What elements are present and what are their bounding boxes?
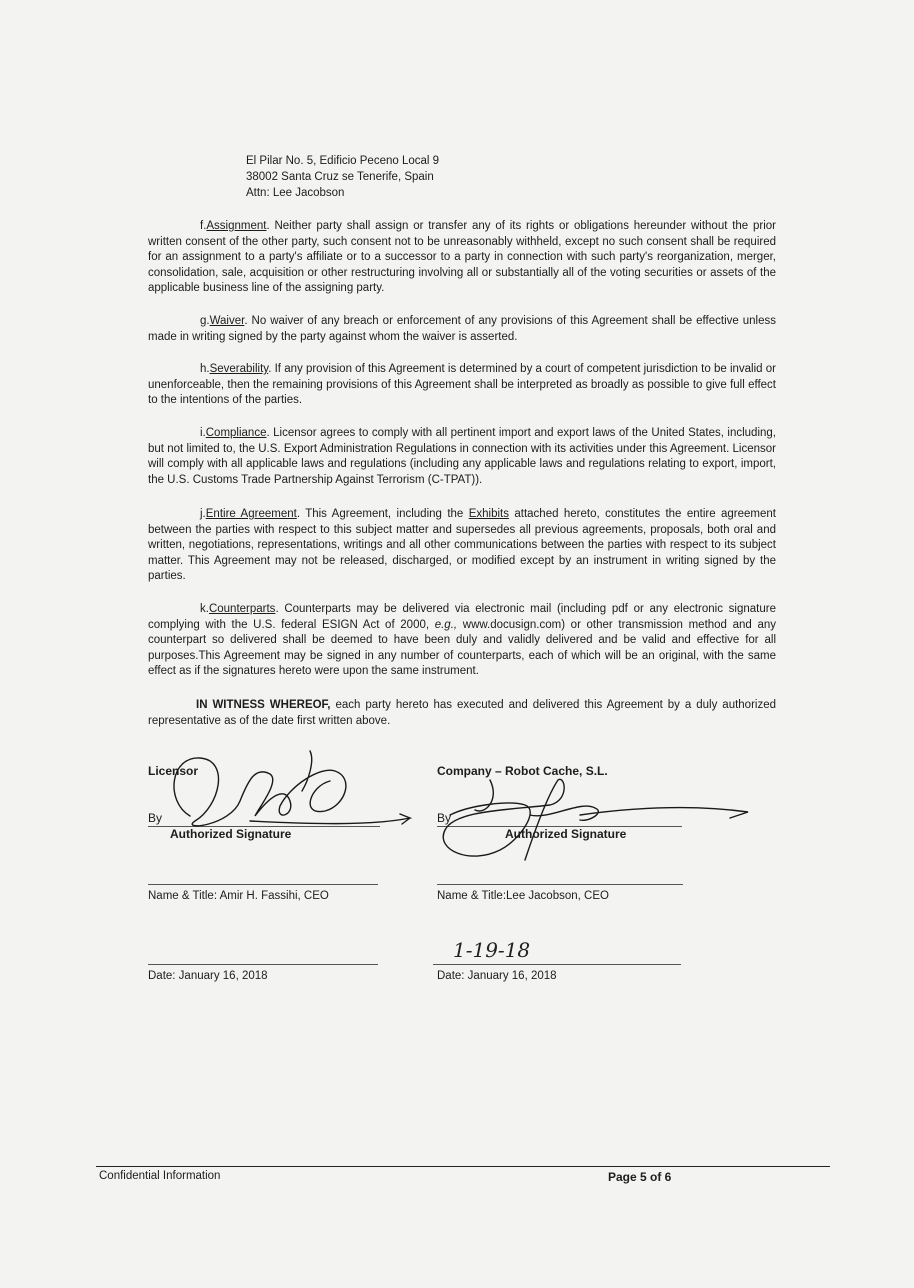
licensor-by-label: By: [148, 811, 163, 825]
section-number: k.: [200, 603, 209, 615]
section-waiver: [148, 314, 776, 345]
licensor-authorized-label: Authorized Signature: [170, 827, 292, 841]
section-heading: Compliance: [205, 427, 267, 439]
witness-text: each party hereto has executed and delivered this Agreement by a duly authorized representative as of the date first written above.: [148, 699, 777, 727]
witness-clause: [148, 698, 776, 729]
section-counterparts: [148, 602, 776, 680]
licensor-date-line: [148, 964, 378, 965]
section-text: . If any provision of this Agreement is determined by a court of competent jurisdiction to be invalid or unenforceable, then the remaining provisions of this Agreement shall be interpreted as broadly as possible to give full effect to the intentions of the parties.: [148, 363, 776, 407]
eg-abbreviation: e.g.,: [434, 618, 458, 631]
section-heading: Counterparts: [208, 603, 276, 615]
company-name-line: [437, 884, 683, 885]
company-handwritten-signature: [430, 760, 760, 870]
section-text: . Counterparts may be delivered via electronic mail (including pdf or any electronic signature complying with the U.S. federal ESIGN Act of 2000,: [148, 603, 776, 631]
licensor-name-line: [148, 884, 378, 885]
section-heading: Assignment: [206, 220, 267, 232]
section-number: f.: [200, 220, 207, 232]
licensor-label: Licensor: [148, 764, 199, 778]
section-assignment: [148, 219, 776, 297]
company-label: Company – Robot Cache, S.L.: [437, 764, 608, 778]
licensor-date: Date: January 16, 2018: [148, 970, 268, 982]
company-authorized-label: Authorized Signature: [505, 827, 627, 841]
section-text: . This Agreement, including the: [296, 508, 469, 520]
company-name-title: Name & Title:Lee Jacobson, CEO: [437, 890, 609, 902]
section-entire-agreement: [148, 507, 776, 585]
licensor-name-title: Name & Title: Amir H. Fassihi, CEO: [148, 890, 329, 902]
section-compliance: [148, 426, 776, 488]
address-line: Attn: Lee Jacobson: [246, 187, 345, 199]
address-line: 38002 Santa Cruz se Tenerife, Spain: [246, 171, 434, 183]
section-text: attached hereto, constitutes the entire agreement between the parties with respect to this subject matter and supersedes all previous agreements, proposals, both oral and written, negotiations, representations, writings and all other communications between the parties with respect to its subject matter. This Agreement may not be released, discharged, or modified except by an instrument in writing signed by the parties.: [148, 508, 776, 583]
address-block: [246, 153, 439, 201]
section-text: . No waiver of any breach or enforcement of any provisions of this Agreement shall be effective unless made in writing signed by the party against whom the waiver is asserted.: [148, 315, 776, 343]
section-text: . Licensor agrees to comply with all pertinent import and export laws of the United States, including, but not limited to, the U.S. Export Administration Regulations in connection with its activities under this Agreement. Licensor will comply with all applicable laws and regulations (including any applicable laws and regulations relating to export, import, the U.S. Customs Trade Partnership Against Terrorism (C-TPAT)).: [148, 427, 776, 486]
section-number: h.: [200, 363, 210, 375]
licensor-handwritten-signature: [160, 746, 420, 856]
section-severability: [148, 362, 776, 409]
section-number: i.: [200, 427, 206, 439]
section-number: g.: [200, 315, 210, 327]
footer-confidential: Confidential Information: [99, 1170, 221, 1182]
section-heading: Entire Agreement: [205, 508, 297, 520]
exhibits-reference: Exhibits: [468, 508, 509, 520]
section-text: . Neither party shall assign or transfer any of its rights or obligations hereunder without the prior written consent of the other party, such consent not to be unreasonably withheld, except no such consent shall be required for an assignment to a party's affiliate or to a successor to a party in connection with such party's reorganization, merger, consolidation, sale, acquisition or other restructuring involving all or substantially all of the voting securities or assets of the applicable business line of the assigning party.: [148, 220, 776, 295]
company-date: Date: January 16, 2018: [437, 970, 557, 982]
section-text: www.docusign.com) or other transmission method and any counterpart so delivered shall be deemed to have been duly and validly delivered and be valid and effective for all purposes.This Agreement may be signed in any number of counterparts, each of which will be an original, with the same effect as if the signatures hereto were upon the same instrument.: [148, 618, 776, 678]
footer-rule: [96, 1166, 830, 1167]
address-line: El Pilar No. 5, Edificio Peceno Local 9: [246, 155, 440, 167]
section-number: j.: [200, 508, 206, 520]
section-heading: Waiver: [209, 315, 245, 327]
footer-page-number: Page 5 of 6: [608, 1170, 672, 1184]
company-by-label: By: [437, 811, 452, 825]
company-handwritten-date: 1-19-18: [453, 938, 531, 962]
company-date-line: [433, 964, 681, 965]
witness-lead: IN WITNESS WHEREOF,: [196, 699, 331, 711]
section-heading: Severability: [209, 363, 269, 375]
